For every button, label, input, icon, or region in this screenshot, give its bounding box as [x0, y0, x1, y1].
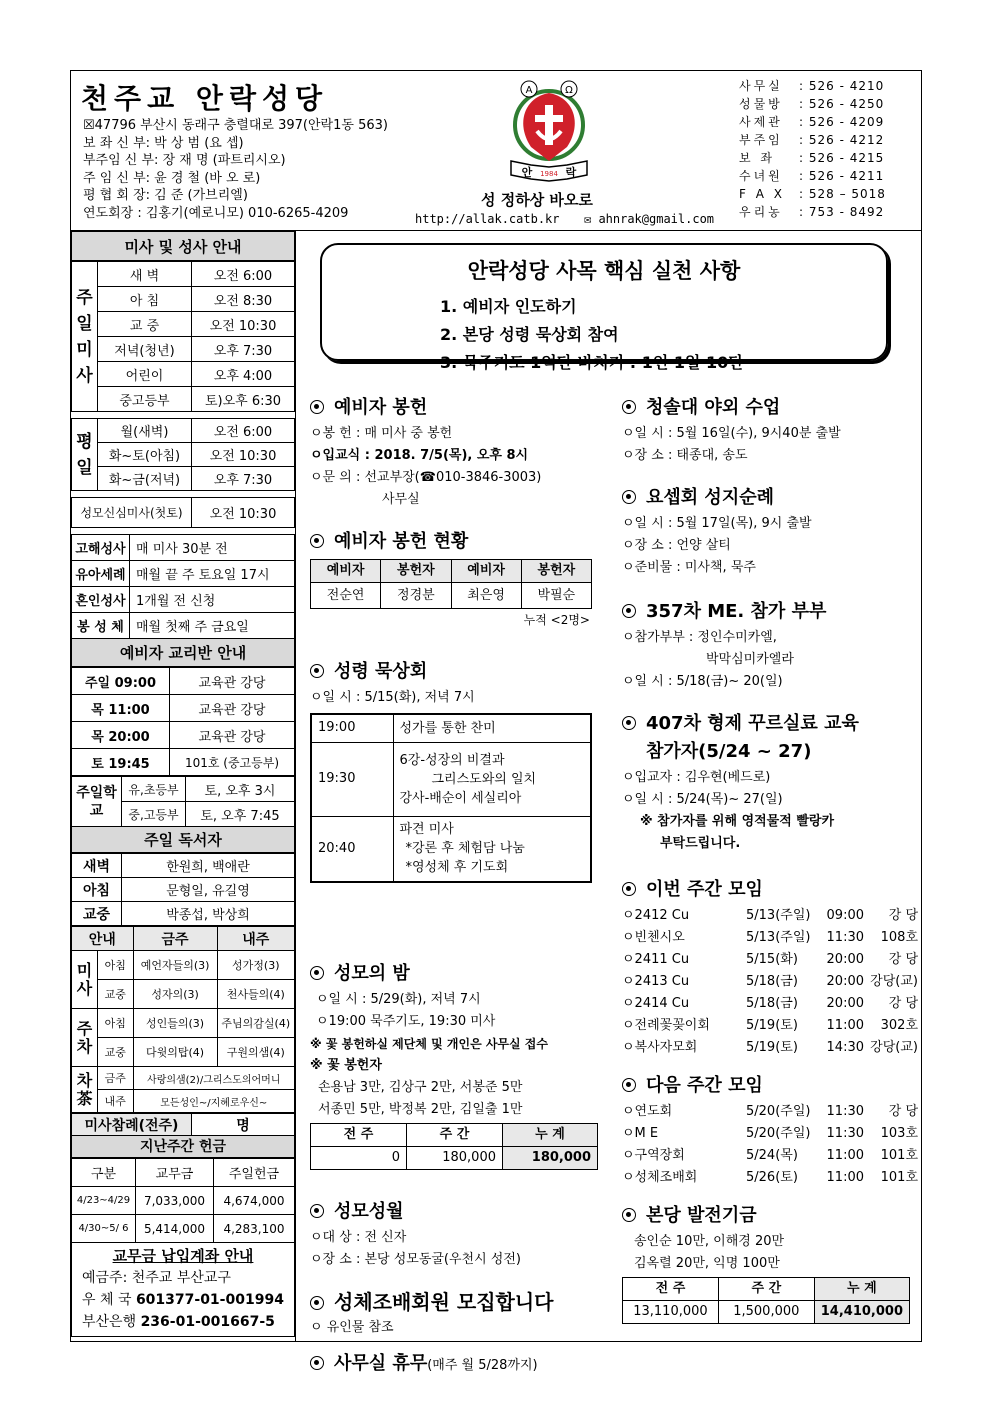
meeting-date: 5/18(금) [746, 974, 798, 989]
class-time: 목 11:00 [72, 695, 170, 722]
heart-mass-table [71, 497, 295, 528]
bullet-icon [310, 1204, 324, 1218]
offering-tithe: 7,033,000 [136, 1187, 214, 1215]
main-content [295, 231, 921, 1374]
duty-group-label: 미사 [72, 951, 98, 1009]
class-time: 토 19:45 [72, 749, 170, 776]
parish-info [83, 117, 388, 222]
offering-period: 4/23~4/29 [72, 1187, 136, 1215]
section-title: 성모의 밤 [334, 963, 410, 984]
offering-sunday: 4,674,000 [214, 1187, 295, 1215]
sacrament-name: 봉 성 체 [72, 613, 130, 639]
phone-directory [739, 77, 886, 221]
duty-head: 금주 [133, 927, 217, 951]
meeting-name: ㅇ2411 Cu [622, 952, 690, 967]
meeting-time: 14:30 [826, 1040, 864, 1055]
next-week-meetings-section [622, 1073, 918, 1189]
reader-names: 박종섭, 박상희 [122, 902, 295, 926]
sacrament-name: 고해성사 [72, 535, 130, 561]
meeting-row [622, 1167, 918, 1189]
info-line: ㅇ일 시 : 5/29(화), 저녁 7시 [316, 992, 481, 1007]
info-line: ㅇ장 소 : 본당 성모동굴(우천시 성전) [310, 1252, 521, 1267]
offering-title: 지난주간 헌금 [71, 1136, 295, 1158]
duty-group-label: 차茶 [72, 1067, 98, 1113]
priority-list [440, 293, 886, 377]
section-title: 357차 ME. 참가 부부 [646, 601, 827, 622]
bullet-icon [622, 604, 636, 618]
cumulative-count: 누적 <2명> [523, 613, 590, 627]
class-place: 교육관 강당 [170, 695, 295, 722]
duty-this-week: 다윗의탑(4) [133, 1038, 217, 1067]
me-section [622, 599, 918, 693]
info-line: ㅇ참가부부 : 정인수미카엘, [622, 630, 777, 645]
bullet-icon [622, 1208, 636, 1222]
sacrament-info: 1개월 전 신청 [130, 587, 295, 613]
phone-row: 사제관 : 526 - 4209 [739, 115, 885, 129]
mass-name: 저녁(청년) [98, 337, 192, 362]
sacrament-table [71, 534, 295, 639]
meeting-time: 20:00 [826, 996, 864, 1011]
website-link[interactable]: http://allak.catb.kr [415, 212, 560, 226]
sacrament-info: 매월 끝 주 토요일 17시 [130, 561, 295, 587]
mass-name: 아 침 [98, 287, 192, 312]
meeting-place: 강당(교) [870, 1040, 918, 1055]
phone-row: 보 좌 : 526 - 4215 [739, 151, 885, 165]
meeting-place: 101호 [880, 1148, 918, 1163]
section-title: 이번 주간 모임 [646, 879, 763, 900]
duty-this-week: 예언자들의(3) [133, 951, 217, 980]
meeting-time: 20:00 [826, 974, 864, 989]
bullet-icon [622, 400, 636, 414]
mass-time: 오후 7:30 [192, 337, 295, 362]
catechumen-offering-section [310, 395, 600, 511]
meeting-place: 강 당 [888, 952, 918, 967]
bullet-icon [310, 534, 324, 548]
duty-mass: 아침 [98, 951, 134, 980]
class-place: 교육관 강당 [170, 722, 295, 749]
office-closed-section [310, 1351, 610, 1381]
bullet-icon [622, 882, 636, 896]
offering-head: 교무금 [136, 1159, 214, 1187]
meeting-date: 5/24(목) [746, 1148, 798, 1163]
class-place: 교육관 강당 [170, 668, 295, 695]
meeting-row [622, 1037, 918, 1059]
section-title: 다음 주간 모임 [646, 1075, 763, 1096]
meeting-list [622, 905, 918, 1059]
weekday-mass-table [71, 418, 295, 491]
meeting-place: 강 당 [888, 908, 918, 923]
logo-alpha: A [525, 85, 533, 96]
meeting-name: ㅇ2412 Cu [622, 908, 690, 923]
section-title: 성체조배회원 모집합니다 [334, 1290, 554, 1314]
mail-icon: ✉ [583, 212, 592, 226]
priority-item: 2. 본당 성령 묵상회 참여 [440, 325, 619, 344]
section-title: 407차 형제 꾸르실료 교육 [646, 713, 859, 734]
section-title: 본당 발전기금 [646, 1205, 757, 1226]
catechumen-status-section [310, 529, 600, 631]
meeting-place: 강 당 [888, 996, 918, 1011]
rosary-month-section [310, 1199, 610, 1271]
cursillo-section [622, 711, 918, 855]
meeting-row [622, 971, 918, 993]
patron-saint: 성 정하상 바오로 [481, 191, 593, 209]
duty-next-week: 주님의감실(4) [217, 1009, 294, 1038]
info-line: ㅇ19:00 묵주기도, 19:30 미사 [316, 1014, 496, 1029]
address: ☒47796 부산시 동래구 충렬대로 397(안락1동 563) [83, 118, 388, 133]
meeting-date: 5/19(토) [746, 1040, 798, 1055]
meeting-name: ㅇ구역장회 [622, 1148, 685, 1163]
staff-line: 보 좌 신 부: 박 상 범 (요 셉) [83, 135, 244, 151]
staff-line: 연도회장 : 김홍기(예로니모) 010-6265-4209 [83, 205, 349, 221]
staff-line: 부주임 신 부: 장 재 명 (파트리시오) [83, 153, 286, 168]
section-title: 성령 묵상회 [334, 661, 428, 682]
reader-mass: 새벽 [72, 854, 122, 878]
duty-next-week: 천사들의(4) [217, 980, 294, 1009]
offering-head: 구분 [72, 1159, 136, 1187]
duty-head: 내주 [217, 927, 294, 951]
priority-item: 1. 예비자 인도하기 [440, 297, 577, 316]
account-box [71, 1243, 295, 1337]
meeting-name: ㅇ빈첸시오 [622, 930, 685, 945]
tea-duty: 모든성인~/지혜로우신~ [133, 1090, 294, 1113]
attendance-unit: 명 [192, 1114, 295, 1136]
offering-table [71, 1158, 295, 1243]
phone-row: 성물방 : 526 - 4250 [739, 97, 885, 111]
mass-name: 화~토(아침) [98, 443, 192, 467]
left-sidebar [71, 231, 295, 1337]
info-line: ※ 참가자를 위해 영적물적 빨랑카 [640, 814, 834, 829]
banner-title: 안락성당 사목 핵심 실천 사항 [467, 259, 741, 283]
sunday-school-label: 주일학교 [72, 777, 122, 827]
info-line: ㅇ장 소 : 태종대, 송도 [622, 448, 748, 463]
meeting-place: 108호 [880, 930, 918, 945]
sacrament-name: 혼인성사 [72, 587, 130, 613]
section-subtitle: 참가자(5/24 ~ 27) [646, 741, 812, 762]
phone-row: 우리농 : 753 - 8492 [739, 205, 885, 219]
mass-name: 어린이 [98, 362, 192, 387]
mass-time: 오전 6:00 [192, 262, 295, 287]
sacrament-info: 매월 첫째 주 금요일 [130, 613, 295, 639]
school-time: 토, 오후 3시 [186, 777, 295, 802]
meeting-date: 5/19(토) [746, 1018, 798, 1033]
flower-offering-table: 전 주 주 간 누 계 0 180,000 180,000 [310, 1123, 598, 1170]
mass-schedule-title: 미사 및 성사 안내 [71, 231, 295, 261]
parish-title: 천주교 안락성당 [81, 82, 329, 115]
section-title: 예비자 봉헌 [334, 397, 428, 418]
duty-mass: 교중 [98, 980, 134, 1009]
info-line: ㅇ 유인물 참조 [310, 1320, 394, 1335]
development-fund-section [622, 1203, 918, 1324]
account-row: 부산은행 236-01-001667-5 [82, 1314, 275, 1330]
account-title: 교무금 납입계좌 안내 [112, 1247, 254, 1265]
logo-text-right: 락 [565, 166, 577, 179]
info-line: 박막심미카엘라 [706, 652, 794, 667]
phone-row: 수녀원 : 526 - 4211 [739, 169, 885, 183]
info-line: ※ 꽃 봉헌하실 제단체 및 개인은 사무실 접수 [310, 1037, 548, 1051]
meeting-time: 09:00 [826, 908, 864, 923]
reader-names: 한원희, 백애란 [122, 854, 295, 878]
meeting-row [622, 905, 918, 927]
class-time: 목 20:00 [72, 722, 170, 749]
info-line: 서종민 5만, 박정복 2만, 김일출 1만 [318, 1102, 523, 1117]
mass-time: 오전 10:30 [192, 443, 295, 467]
meeting-name: ㅇM E [622, 1126, 659, 1141]
duty-head: 안내 [72, 927, 134, 951]
meeting-name: ㅇ연도회 [622, 1104, 673, 1119]
section-title: 요셉회 성지순례 [646, 487, 774, 508]
duty-mass: 금주 [98, 1067, 134, 1090]
office-closed-note: (매주 월 5/28까지) [427, 1358, 538, 1373]
meeting-date: 5/20(주일) [746, 1126, 811, 1141]
duty-mass: 교중 [98, 1038, 134, 1067]
mass-time: 오후 7:30 [192, 467, 295, 491]
catechumen-status-table: 예비자 봉헌자 예비자 봉헌자 전순연 정경분 최은영 박필순 [310, 559, 592, 609]
bullet-icon [622, 490, 636, 504]
school-time: 토, 오후 7:45 [186, 802, 295, 827]
meeting-row [622, 1123, 918, 1145]
fund-table: 전 주 주 간 누 계 13,110,000 1,500,000 14,410,000 [622, 1277, 910, 1324]
staff-line: 주 임 신 부: 윤 경 철 (바 오 로) [83, 170, 261, 186]
info-line: ㅇ입교자 : 김우현(베드로) [622, 770, 771, 785]
tea-duty: 사랑의샘(2)/그리스도의어머니 [133, 1067, 294, 1090]
meeting-row [622, 1101, 918, 1123]
meeting-row [622, 927, 918, 949]
bullet-icon [310, 1296, 324, 1310]
sunday-mass-table [71, 261, 295, 412]
section-title: 예비자 봉헌 현황 [334, 531, 469, 552]
meeting-place: 101호 [880, 1170, 918, 1185]
contact-line [415, 212, 714, 226]
reader-mass: 아침 [72, 878, 122, 902]
parish-logo-icon [501, 75, 597, 185]
logo-text-left: 안 [521, 166, 533, 179]
youth-trip-section [622, 395, 918, 467]
attendance-table [71, 1113, 295, 1136]
readers-title: 주일 독서자 [71, 827, 295, 853]
bulletin-frame [70, 70, 922, 1374]
duty-this-week: 성인들의(3) [133, 1009, 217, 1038]
section-title: 성모성월 [334, 1201, 404, 1222]
meeting-row [622, 949, 918, 971]
mass-name: 성모신심미사(첫토) [72, 498, 192, 528]
info-line: 손용남 3만, 김상구 2만, 서봉준 5만 [318, 1080, 523, 1095]
class-time: 주일 09:00 [72, 668, 170, 695]
bullet-icon [310, 664, 324, 678]
retreat-schedule-table: 19:00 성가를 통한 찬미 19:30 6강-성장의 비결과 그리스도와의 일치 강사-배순이 세실리아 20:40 파견 미사 *강론 후 체험담 나눔 *영성체 후 기도회 [310, 713, 592, 883]
meeting-name: ㅇ전례꽃꽂이회 [622, 1018, 710, 1033]
duty-this-week: 성자의(3) [133, 980, 217, 1009]
sunday-label: 주 일 미 사 [72, 262, 98, 412]
bullet-icon [622, 716, 636, 730]
mass-time: 오전 6:00 [192, 419, 295, 443]
meeting-time: 11:00 [826, 1170, 864, 1185]
spirit-retreat-section [310, 659, 600, 883]
meeting-row [622, 993, 918, 1015]
bullet-icon [622, 1078, 636, 1092]
catechumen-class-table [71, 667, 295, 776]
duty-next-week: 성가정(3) [217, 951, 294, 980]
info-line: ㅇ일 시 : 5월 17일(목), 9시 출발 [622, 516, 812, 531]
meeting-name: ㅇ성체조배회 [622, 1170, 698, 1185]
info-line: 부탁드립니다. [660, 836, 741, 851]
account-row: 예금주: 천주교 부산교구 [82, 1270, 231, 1286]
mary-night-section [310, 961, 610, 1170]
phone-row: F A X : 528 – 5018 [739, 187, 886, 201]
offering-sunday: 4,283,100 [214, 1215, 295, 1243]
adoration-section [310, 1289, 610, 1339]
mass-time: 토)오후 6:30 [192, 387, 295, 412]
attendance-label: 미사참례(전주) [72, 1114, 192, 1136]
meeting-time: 20:00 [826, 952, 864, 967]
meeting-row [622, 1145, 918, 1167]
logo-year: 1984 [540, 170, 558, 178]
info-line: ㅇ일 시 : 5/15(화), 저녁 7시 [310, 690, 475, 705]
meeting-date: 5/26(토) [746, 1170, 798, 1185]
meeting-time: 11:30 [826, 1104, 864, 1119]
meeting-place: 강 당 [888, 1104, 918, 1119]
reader-names: 문형일, 유길영 [122, 878, 295, 902]
meeting-date: 5/15(화) [746, 952, 798, 967]
duty-mass: 내주 [98, 1090, 134, 1113]
info-line: ㅇ준비물 : 미사책, 묵주 [622, 560, 756, 575]
mass-name: 화~금(저녁) [98, 467, 192, 491]
meeting-place: 강당(교) [870, 974, 918, 989]
meeting-time: 11:30 [826, 1126, 864, 1141]
sacrament-info: 매 미사 30분 전 [130, 535, 295, 561]
info-line: 김옥렬 20만, 익명 100만 [634, 1256, 780, 1271]
info-line: 사무실 [382, 492, 420, 507]
meeting-name: ㅇ2413 Cu [622, 974, 690, 989]
info-line: ㅇ일 시 : 5/24(목)~ 27(일) [622, 792, 783, 807]
mass-time: 오전 10:30 [192, 498, 295, 528]
info-line: ㅇ장 소 : 언양 살티 [622, 538, 731, 553]
info-line: ㅇ문 의 : 선교부장(☎010-3846-3003) [310, 470, 542, 485]
priority-item: 3. 묵주기도 1억단 바치기 : 1인 1일 10단 [440, 353, 744, 372]
bullet-icon [310, 1356, 324, 1370]
meeting-row [622, 1015, 918, 1037]
school-grade: 유,초등부 [122, 777, 186, 802]
school-grade: 중,고등부 [122, 802, 186, 827]
duty-next-week: 구원의샘(4) [217, 1038, 294, 1067]
mass-name: 새 벽 [98, 262, 192, 287]
section-title: 청솔대 야외 수업 [646, 397, 781, 418]
mass-name: 중고등부 [98, 387, 192, 412]
bullet-icon [310, 400, 324, 414]
class-place: 101호 (중고등부) [170, 749, 295, 776]
info-line: ㅇ일 시 : 5/18(금)~ 20(일) [622, 674, 783, 689]
logo-omega: Ω [565, 85, 573, 96]
duty-mass: 아침 [98, 1009, 134, 1038]
duty-group-label: 주차 [72, 1009, 98, 1067]
meeting-name: ㅇ복사자모회 [622, 1040, 698, 1055]
sacrament-name: 유아세례 [72, 561, 130, 587]
phone-row: 부주임 : 526 - 4212 [739, 133, 885, 147]
meeting-time: 11:00 [826, 1148, 864, 1163]
this-week-meetings-section [622, 877, 918, 1059]
meeting-date: 5/13(주일) [746, 908, 811, 923]
sunday-school-table [71, 776, 295, 827]
info-line: ※ 꽃 봉헌자 [310, 1058, 382, 1073]
section-title: 사무실 휴무 [334, 1353, 428, 1374]
info-line: ㅇ대 상 : 전 신자 [310, 1230, 407, 1245]
meeting-time: 11:00 [826, 1018, 864, 1033]
pilgrimage-section [622, 485, 918, 579]
staff-line: 평 협 회 장: 김 준 (가브리엘) [83, 188, 248, 203]
weekday-label: 평 일 [72, 419, 98, 491]
mass-time: 오후 4:00 [192, 362, 295, 387]
readers-table [71, 853, 295, 926]
reader-mass: 교중 [72, 902, 122, 926]
pastoral-priorities-banner [320, 243, 888, 372]
meeting-place: 103호 [880, 1126, 918, 1141]
mass-name: 월(새벽) [98, 419, 192, 443]
offering-tithe: 5,414,000 [136, 1215, 214, 1243]
offering-head: 주일헌금 [214, 1159, 295, 1187]
bullet-icon [310, 966, 324, 980]
duty-table [71, 926, 295, 1113]
meeting-name: ㅇ2414 Cu [622, 996, 690, 1011]
header [71, 71, 921, 231]
info-line: ㅇ봉 헌 : 매 미사 중 봉헌 [310, 426, 453, 441]
meeting-date: 5/20(주일) [746, 1104, 811, 1119]
phone-row: 사무실 : 526 - 4210 [739, 79, 885, 93]
meeting-date: 5/18(금) [746, 996, 798, 1011]
meeting-date: 5/13(주일) [746, 930, 811, 945]
offering-period: 4/30~5/ 6 [72, 1215, 136, 1243]
meeting-place: 302호 [880, 1018, 918, 1033]
catechumen-class-title: 예비자 교리반 안내 [71, 639, 295, 667]
mass-time: 오전 10:30 [192, 312, 295, 337]
email-link[interactable]: ahnrak@gmail.com [598, 212, 715, 226]
info-line: ㅇ입교식 : 2018. 7/5(목), 오후 8시 [310, 448, 529, 463]
mass-name: 교 중 [98, 312, 192, 337]
meeting-list [622, 1101, 918, 1189]
mass-time: 오전 8:30 [192, 287, 295, 312]
account-row: 우 체 국 601377-01-001994 [82, 1292, 284, 1308]
meeting-time: 11:30 [826, 930, 864, 945]
info-line: 송인순 10만, 이해경 20만 [634, 1234, 785, 1249]
info-line: ㅇ일 시 : 5월 16일(수), 9시40분 출발 [622, 426, 841, 441]
